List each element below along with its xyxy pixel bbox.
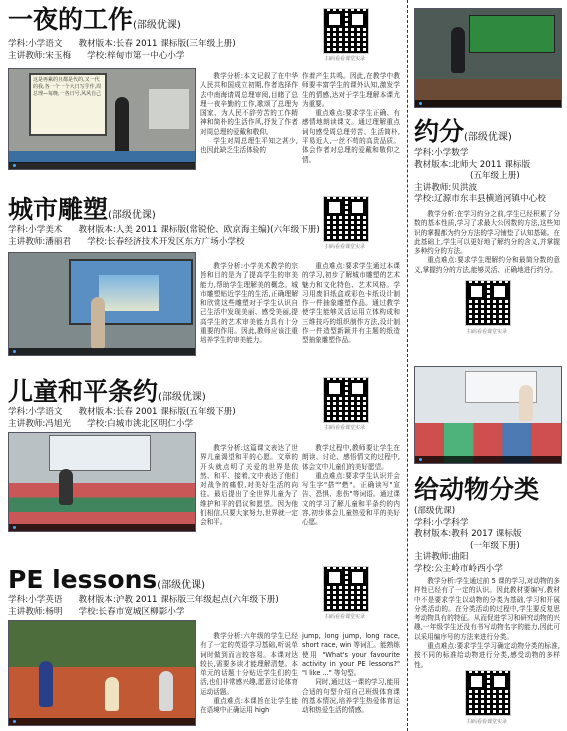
projection-screen — [69, 259, 193, 325]
video-controls[interactable] — [9, 348, 195, 355]
teacher-figure — [451, 27, 465, 73]
qr-caption-2: 扫码看看课堂实录 — [324, 244, 365, 250]
qr-code-2[interactable] — [323, 196, 369, 242]
lesson-text-1a: 教学分析:本文记叙了在中华人民共和国成立初期,作者选择作去中南海请周总理审阅,目睹了总理一夜辛勤的工作,歌颂了总理为国家、为人民不辞劳苦的工作精神和简朴的生活作风,抒发了作者对周总理的爱戴和敬仰。 学生对周总理生平知之甚少,也因此缺乏生活体验的 — [200, 72, 298, 155]
lesson-video-6[interactable] — [414, 366, 562, 464]
lesson-text-3a: 教学分析:这篇课文表达了世界儿童渴望和平的心愿。文章的开头就点明了关爱的世界是依然、和平、接着,文中表达了他们对战争的痛恨,对美好生活的向往。最后提出了全世界儿童为了维护和平的倡议和愿望。因为他们相信,只要大家努力,世界就一定会和平。 — [200, 444, 298, 527]
lesson-text-2b: 重点难点:要求学生通过本课的学习,初步了解城市雕塑的艺术魅力和文化特色、艺术风格。学习用废旧纸盒或彩色卡纸设计制作一件抽象雕塑作品。通过教学使学生能够灵活运用立体构成和三维技巧的组织制作方法,设计制作一件造型新颖并有主题的纸造型抽象雕塑作品。 — [302, 262, 400, 345]
column-divider — [407, 0, 408, 731]
qr-code-3[interactable] — [323, 377, 369, 423]
lesson-title-5: 约分(部级优课) — [414, 117, 512, 146]
qr-code-4[interactable] — [323, 566, 369, 612]
lesson-text-3b: 教学过程中,教师要让学生在朗读、讨论、感悟情文的过程中,体会文中儿童们的美好愿望。 重点难点:要求学生认识并会写生字"搭""燃"。正确读写"宣告、恐惧、悲伤"等词语。通过课文的学习了解儿童和平条约的内容,初步体会儿童热爱和平的美好心愿。 — [302, 444, 400, 527]
lesson-meta-2b: 主讲教师:潘丽君 学校:长春经济技术开发区东方广场小学校 — [8, 237, 245, 247]
lesson-title-6: 给动物分类 — [414, 475, 540, 504]
lesson-meta-3b: 主讲教师:冯旭光 学校:白城市洮北区明仁小学 — [8, 419, 194, 429]
lesson-video-1[interactable] — [8, 68, 196, 170]
lesson-meta-2: 学科:小学美术 教材版本:人美 2011 课标版(常锐伦、欧京海主编)(六年级下册) — [8, 225, 320, 235]
lesson-text-6: 教学分析:学生通过前 5 课的学习,对动物的多样性已经有了一定的认识。因此教材要编写,教材中不是要求学生以动物的分类为基础,学习和开展分类活动的。在分类活动的过程中,学生要反复思考动物具有的特征。从而促进学习和研究动物的兴趣,一年级学生还没有书写动物名字的能力,因此可以采用编序号的方法来进行分类。 重点难点:要求学生学习确定动物分类的标准,按不同的标准给动物进行分类,感受动物的多样性。 — [414, 577, 560, 669]
video-controls[interactable] — [415, 100, 561, 107]
lesson-text-4a: 教学分析:六年级的学生已经有了一定的英语学习基础,听说单词时做到而言较容易。本课对达较长,需要多读才能理解清楚。本单元的话题十分贴近学生们的生活,也们非常感兴趣,愿意讨论体育运动话题。 重点难点:本课旨在让学生能在语境中正确运用 high — [200, 632, 298, 715]
qr-code-1[interactable] — [323, 8, 369, 54]
lesson-title-2: 城市雕塑(部级优课) — [8, 195, 156, 224]
qr-caption-6: 扫码看看课堂实录 — [466, 719, 507, 725]
teacher-figure — [39, 661, 53, 707]
lesson-title-3: 儿童和平条约(部级优课) — [8, 377, 206, 406]
lesson-text-4b: jump, long jump, long race, short race, win 等词汇。能熟练使用 "What's your favourite activity in your PE lessons?" "I like ..." 等句型。 同时,通过这一课的学习,能用合适的句型介绍自己班级体育课的基本情况,培养学生热爱体育运动和热爱生活的情感。 — [302, 632, 400, 715]
qr-caption-4: 扫码看看课堂实录 — [324, 614, 365, 620]
video-controls[interactable] — [9, 162, 195, 169]
lesson-title-1: 一夜的工作(部级优课) — [8, 5, 181, 34]
video-controls[interactable] — [9, 718, 195, 725]
teacher-figure — [59, 469, 73, 505]
qr-code-6[interactable] — [465, 670, 511, 716]
lesson-video-5[interactable] — [414, 8, 562, 108]
lesson-meta-1: 学科:小学语文 教材版本:长春 2011 课标版(三年级上册) — [8, 39, 236, 49]
lesson-text-5: 教学分析:在学习約分之前,学生已经积累了分数的基本性质,学习了求最大公因数的方法,这些知识的掌握都为约分方法的学习铺垫了认知基础。在此基础上,学生可以更好地了解约分的含义,并掌握多种约分的方法。 重点难点:要求学生理解约分和最简分数的意义,掌握约分的方法,能够灵活、正确地进行约分。 — [414, 210, 560, 274]
lesson-meta-5: 学科:小学数学 教材版本:北师大 2011 课标版 (五年级上册) 主讲教师:贝洪波 学校:辽源市东丰县横道河镇中心校 — [414, 148, 546, 204]
lesson-text-1b: 作着产生共鸣。因此,在教学中教师要丰富学生的课外认知,激发学生的情感,达对于学生理解本课尤为重要。 重点难点:要求学生正确、有感情地朗读课文。通过理解重点词句感受周总理劳苦、生活简朴,平易近人,一丝不苟的高贵品质。体会作者对总理的爱戴和敬仰之情。 — [302, 72, 400, 164]
lesson-text-2a: 教学分析:小学美术教学的宗旨和目的是为了提高学生的审美能力,帮助学生理解美的概念。城市雕塑贴近学生的生活,正确理解和欣赏这些雕塑对于学生认识自己生活中发现美丽、感受美丽,提高学生的艺术审美能力具有十分重要的作用。因此,教师应该注重培养学生的审美能力。 — [200, 262, 298, 345]
qr-code-5[interactable] — [465, 280, 511, 326]
lesson-video-2[interactable] — [8, 252, 196, 356]
lesson-meta-4b: 主讲教师:杨明 学校:长春市宽城区柳影小学 — [8, 607, 185, 617]
lesson-title-4: PE lessons(部级优课) — [8, 565, 206, 594]
lesson-meta-6: (部级优课) 学科:小学科学 教材版本:教科 2017 课标版 (一年级下册) 主讲教师:曲阳 学校:公主岭市岭西小学 — [414, 506, 522, 574]
lesson-meta-4: 学科:小学英语 教材版本:沪教 2011 课标版三年级起点(六年级下册) — [8, 595, 279, 605]
qr-caption-3: 扫码看看课堂实录 — [324, 425, 365, 431]
qr-caption-1: 扫码看看课堂实录 — [324, 56, 365, 62]
lesson-video-4[interactable] — [8, 620, 196, 726]
video-controls[interactable] — [415, 456, 561, 463]
lesson-meta-1b: 主讲教师:宋玉梅 学校:梓甸市第一中心小学 — [8, 51, 185, 61]
teacher-figure — [519, 385, 533, 421]
lesson-meta-3: 学科:小学语文 教材版本:长春 2001 课标版(五年级下册) — [8, 407, 236, 417]
teacher-figure — [91, 297, 105, 349]
teacher-figure — [115, 97, 129, 157]
lesson-video-3[interactable] — [8, 432, 196, 532]
qr-caption-5: 扫码看看课堂实录 — [466, 329, 507, 335]
slide-text: 这是再累的且都是代的,又一代的我,各一个一个大日写乎作,周总理—每晚,一各日号,风风自己 — [29, 73, 107, 136]
video-controls[interactable] — [9, 524, 195, 531]
